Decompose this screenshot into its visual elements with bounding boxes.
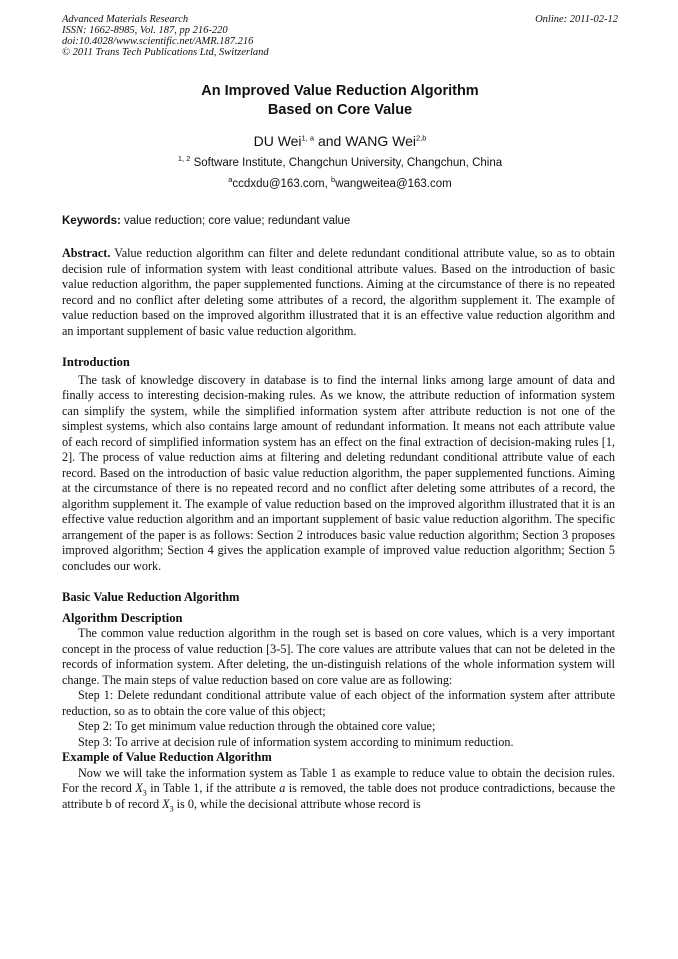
keywords-label: Keywords: xyxy=(62,215,121,227)
journal-name: Advanced Materials Research xyxy=(62,14,189,25)
author-emails xyxy=(62,177,618,192)
author-2: WANG Wei xyxy=(345,133,416,149)
record-x: X xyxy=(135,781,143,795)
step-1: Step 1: Delete redundant conditional attribute value of each object of the information system after attribute reduction, so as to obtain the core value of this object; xyxy=(62,688,615,718)
issn-line: ISSN: 1662-8985, Vol. 187, pp 216-220 xyxy=(62,25,228,36)
title-line-2: Based on Core Value xyxy=(267,102,413,118)
doi-line[interactable]: doi:10.4028/www.scientific.net/AMR.187.216 xyxy=(62,36,254,47)
abstract-label: Abstract. xyxy=(62,246,111,260)
email-b[interactable]: wangweitea@163.com xyxy=(335,178,452,190)
record-x-2-sub: 3 xyxy=(169,803,174,813)
attribute-a: a xyxy=(279,781,286,795)
author-list xyxy=(62,132,618,150)
step-3: Step 3: To arrive at decision rule of information system according to minimum reduction. xyxy=(78,734,514,749)
introduction-paragraph: The task of knowledge discovery in database is to find the internal links among large amount of data and finally access to interesting decision-making rules. As we know, the attribute reduction of information system can simplify the system, while the simplified information system after attribute reduction is not one of the simplest systems, which also contains large amount of redundant information. It means not each attribute value of each record of simplified information system has an effect on the final extraction of decision-making rules [1, 2]. The process of value reduction aims at filtering and deleting redundant conditional attribute value of each record. Based on the introduction of basic value reduction algorithm, the paper supplemented functions. Aiming at the circumstance of there is no repeated record and no conflict after deleting some attributes of a record, the algorithm supplement it. The example of value reduction based on the improved algorithm illustrated that it is an effective value reduction algorithm and an important supplement of basic value reduction algorithm. The specific arrangement of the paper is as follows: Section 2 introduces basic value reduction algorithm; Section 3 proposes improved algorithm; Section 4 gives the application example of improved value reduction algorithm; Section 5 concludes our work. xyxy=(62,372,615,573)
email-a[interactable]: ccdxdu@163.com, xyxy=(232,178,332,190)
author-1: DU Wei xyxy=(253,133,302,149)
abstract-text: Value reduction algorithm can filter and delete redundant conditional attribute value, so as to obtain decision rule of information system with least conditional attribute values. Based on the introduction of basic value reduction algorithm, the paper supplemented functions. Aiming at the circumstance of there is no repeated record and no conflict after deleting some attributes of a record, the algorithm supplement it. The example of value reduction based on the improved algorithm illustrated that it is an effective value reduction algorithm and an important supplement of basic value reduction algorithm. xyxy=(62,246,615,338)
journal-header xyxy=(62,14,618,58)
affiliation-text: Software Institute, Changchun University, Changchun, China xyxy=(190,157,503,169)
keywords xyxy=(62,214,618,229)
email-b-mark: b xyxy=(331,175,336,185)
introduction-heading: Introduction xyxy=(62,355,130,369)
paper-title xyxy=(62,82,618,120)
online-date: Online: 2011-02-12 xyxy=(535,14,618,25)
record-x-2: X xyxy=(162,796,170,811)
author-1-affil: 1, a xyxy=(301,133,315,143)
author-2-affil: 2,b xyxy=(415,133,427,143)
affiliation-marks: 1, 2 xyxy=(177,154,191,164)
copyright-line: © 2011 Trans Tech Publications Ltd, Switzerland xyxy=(62,47,269,58)
paper-body xyxy=(62,246,615,812)
basic-algorithm-heading: Basic Value Reduction Algorithm xyxy=(62,590,240,604)
step-2: Step 2: To get minimum value reduction through the obtained core value; xyxy=(78,719,436,733)
keywords-text: value reduction; core value; redundant value xyxy=(120,215,351,227)
example-paragraph: Now we will take the information system as Table 1 as example to reduce value to obtain the decision rules. For the record $X_3$ in Table 1, if the attribute a is removed, the table does not produce contradictions, because the attribute b of record $X_3$ is 0, while the decisional attribute whose record is xyxy=(62,765,616,813)
algorithm-description-paragraph: The common value reduction algorithm in the rough set is based on core values, which is a very important concept in the process of value reduction [3-5]. The core values are attribute values that can not be deleted in the records of information system. After deleting, the un-distinguish relations of the whole information system will change. The main steps of value reduction based on core value are as following: xyxy=(62,626,615,687)
affiliation xyxy=(62,156,618,171)
email-a-mark: a xyxy=(228,175,233,185)
author-conjunction: and xyxy=(314,133,346,149)
algorithm-description-heading: Algorithm Description xyxy=(62,610,183,625)
record-x-sub: 3 xyxy=(142,788,147,798)
title-line-1: An Improved Value Reduction Algorithm xyxy=(201,83,479,99)
abstract xyxy=(62,246,615,339)
example-heading: Example of Value Reduction Algorithm xyxy=(62,750,272,764)
